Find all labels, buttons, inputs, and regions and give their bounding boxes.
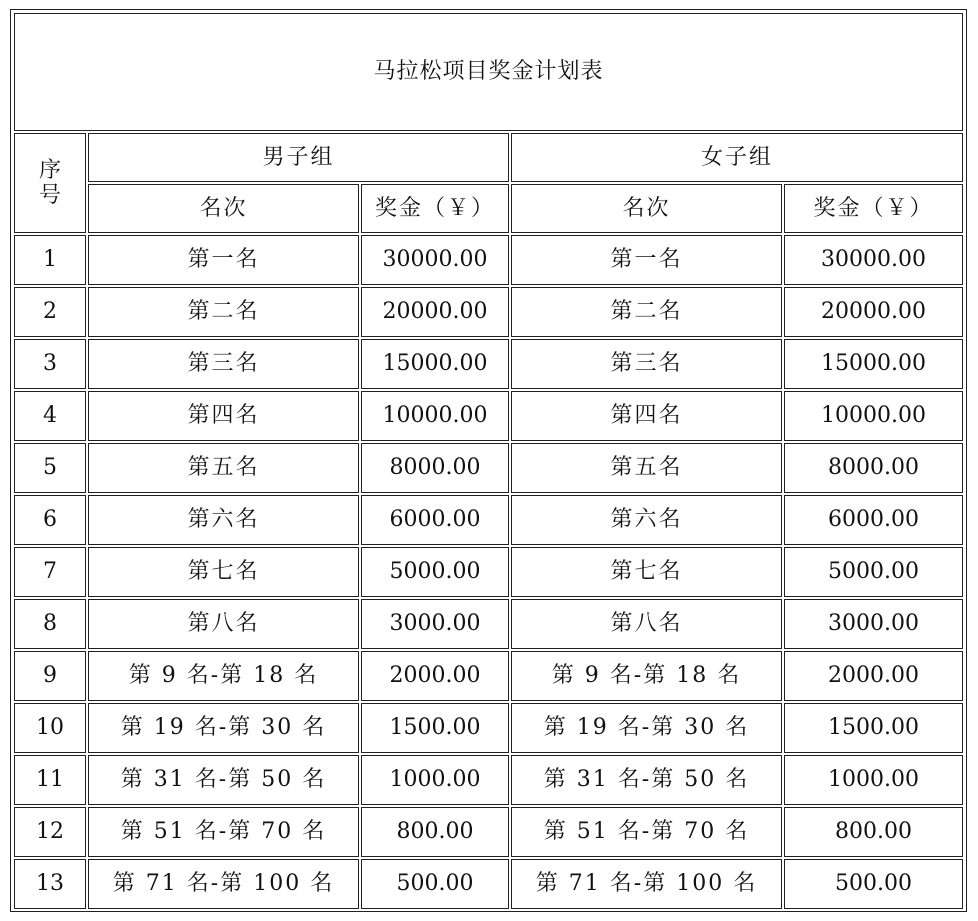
male-rank-cell: 第三名: [88, 339, 359, 389]
female-rank-cell: 第四名: [511, 391, 782, 441]
prize-table: [12, 11, 965, 911]
table-row: [14, 859, 963, 909]
seq-cell: 7: [14, 547, 86, 597]
female-rank-cell: 第三名: [511, 339, 782, 389]
male-group-header: 男子组: [88, 133, 509, 182]
male-prize-cell: 6000.00: [361, 495, 509, 545]
female-rank-cell: 第 19 名-第 30 名: [511, 703, 782, 753]
male-rank-cell: 第四名: [88, 391, 359, 441]
female-rank-cell: 第 9 名-第 18 名: [511, 651, 782, 701]
seq-cell: 2: [14, 287, 86, 337]
seq-cell: 3: [14, 339, 86, 389]
female-prize-cell: 2000.00: [784, 651, 963, 701]
male-prize-cell: 800.00: [361, 807, 509, 857]
table-row: [14, 391, 963, 441]
seq-cell: 4: [14, 391, 86, 441]
female-rank-header: 名次: [511, 184, 782, 233]
female-prize-cell: 10000.00: [784, 391, 963, 441]
seq-cell: 12: [14, 807, 86, 857]
male-prize-cell: 1000.00: [361, 755, 509, 805]
male-prize-cell: 2000.00: [361, 651, 509, 701]
table-row: [14, 287, 963, 337]
male-prize-cell: 5000.00: [361, 547, 509, 597]
male-rank-cell: 第七名: [88, 547, 359, 597]
table-row: [14, 599, 963, 649]
male-prize-cell: 8000.00: [361, 443, 509, 493]
male-prize-cell: 3000.00: [361, 599, 509, 649]
male-prize-header: 奖金（￥）: [361, 184, 509, 233]
table-row: [14, 703, 963, 753]
male-rank-cell: 第 19 名-第 30 名: [88, 703, 359, 753]
table-row: [14, 339, 963, 389]
seq-cell: 1: [14, 235, 86, 285]
seq-cell: 5: [14, 443, 86, 493]
male-rank-cell: 第 31 名-第 50 名: [88, 755, 359, 805]
male-rank-cell: 第二名: [88, 287, 359, 337]
female-rank-cell: 第 71 名-第 100 名: [511, 859, 782, 909]
table-row: [14, 495, 963, 545]
female-rank-cell: 第 31 名-第 50 名: [511, 755, 782, 805]
seq-header: [14, 133, 86, 233]
table-row: [14, 651, 963, 701]
male-rank-cell: 第 51 名-第 70 名: [88, 807, 359, 857]
male-prize-cell: 30000.00: [361, 235, 509, 285]
male-prize-cell: 500.00: [361, 859, 509, 909]
female-prize-cell: 5000.00: [784, 547, 963, 597]
female-rank-cell: 第 51 名-第 70 名: [511, 807, 782, 857]
female-rank-cell: 第七名: [511, 547, 782, 597]
male-rank-cell: 第六名: [88, 495, 359, 545]
table-row: [14, 755, 963, 805]
table-row: [14, 547, 963, 597]
seq-cell: 11: [14, 755, 86, 805]
seq-cell: 13: [14, 859, 86, 909]
male-prize-cell: 15000.00: [361, 339, 509, 389]
male-rank-cell: 第八名: [88, 599, 359, 649]
female-prize-header: 奖金（￥）: [784, 184, 963, 233]
male-prize-cell: 20000.00: [361, 287, 509, 337]
female-rank-cell: 第八名: [511, 599, 782, 649]
sub-header-row: [14, 184, 963, 233]
table-row: [14, 235, 963, 285]
seq-header-line2: 号: [38, 183, 61, 208]
male-prize-cell: 10000.00: [361, 391, 509, 441]
seq-cell: 10: [14, 703, 86, 753]
female-prize-cell: 8000.00: [784, 443, 963, 493]
female-prize-cell: 500.00: [784, 859, 963, 909]
seq-cell: 8: [14, 599, 86, 649]
female-prize-cell: 3000.00: [784, 599, 963, 649]
table-row: [14, 807, 963, 857]
title-row: [14, 13, 963, 131]
seq-cell: 6: [14, 495, 86, 545]
table-row: [14, 443, 963, 493]
male-prize-cell: 1500.00: [361, 703, 509, 753]
female-rank-cell: 第二名: [511, 287, 782, 337]
seq-header-line1: 序: [38, 157, 61, 183]
female-prize-cell: 30000.00: [784, 235, 963, 285]
table-title: 马拉松项目奖金计划表: [14, 13, 963, 131]
female-rank-cell: 第一名: [511, 235, 782, 285]
female-rank-cell: 第六名: [511, 495, 782, 545]
male-rank-header: 名次: [88, 184, 359, 233]
female-prize-cell: 1500.00: [784, 703, 963, 753]
male-rank-cell: 第 9 名-第 18 名: [88, 651, 359, 701]
female-group-header: 女子组: [511, 133, 963, 182]
seq-cell: 9: [14, 651, 86, 701]
female-rank-cell: 第五名: [511, 443, 782, 493]
female-prize-cell: 1000.00: [784, 755, 963, 805]
female-prize-cell: 6000.00: [784, 495, 963, 545]
group-header-row: [14, 133, 963, 182]
female-prize-cell: 15000.00: [784, 339, 963, 389]
female-prize-cell: 20000.00: [784, 287, 963, 337]
male-rank-cell: 第五名: [88, 443, 359, 493]
male-rank-cell: 第一名: [88, 235, 359, 285]
female-prize-cell: 800.00: [784, 807, 963, 857]
male-rank-cell: 第 71 名-第 100 名: [88, 859, 359, 909]
